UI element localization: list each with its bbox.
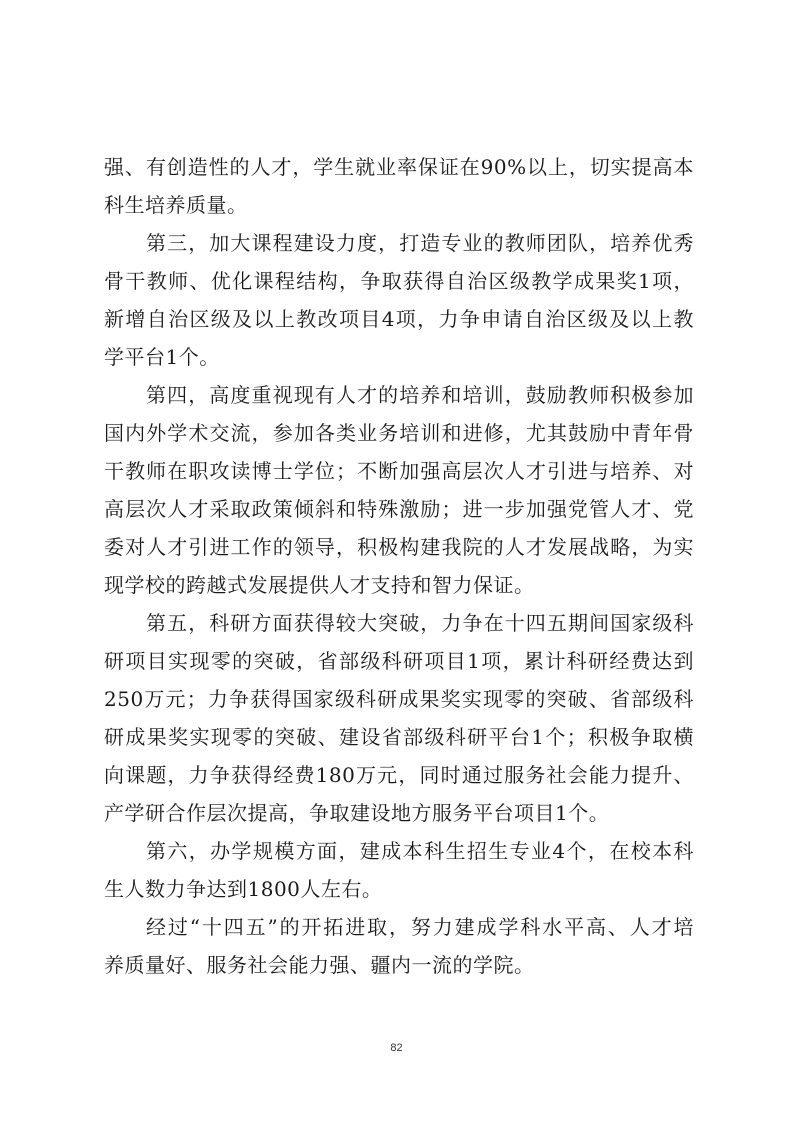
paragraph-sixth	[104, 832, 694, 908]
paragraph-continuation	[104, 148, 694, 224]
text-line: 学平台1个。	[104, 345, 220, 369]
paragraph-fourth	[104, 376, 694, 604]
text-line: 新增自治区级及以上教改项目4项，力争申请自治区级及以上教	[104, 307, 694, 331]
text-line: 向课题，力争获得经费180万元，同时通过服务社会能力提升、	[104, 763, 694, 787]
text-line: 骨干教师、优化课程结构，争取获得自治区级教学成果奖1项，	[104, 269, 694, 293]
text-line: 国内外学术交流，参加各类业务培训和进修，尤其鼓励中青年骨	[104, 421, 694, 445]
body-text	[104, 148, 694, 984]
text-line: 第六，办学规模方面，建成本科生招生专业4个，在校本科	[146, 839, 694, 863]
paragraph-fifth	[104, 604, 694, 832]
text-line: 干教师在职攻读博士学位；不断加强高层次人才引进与培养、对	[104, 459, 694, 483]
text-line: 高层次人才采取政策倾斜和特殊激励；进一步加强党管人才、党	[104, 497, 694, 521]
text-line: 委对人才引进工作的领导，积极构建我院的人才发展战略，为实	[104, 535, 694, 559]
paragraph-third	[104, 224, 694, 376]
text-line: 研项目实现零的突破，省部级科研项目1项，累计科研经费达到	[104, 649, 694, 673]
text-line: 产学研合作层次提高，争取建设地方服务平台项目1个。	[104, 801, 610, 825]
text-line: 强、有创造性的人才，学生就业率保证在90%以上，切实提高本	[104, 155, 694, 179]
text-line: 第五，科研方面获得较大突破，力争在十四五期间国家级科	[146, 611, 694, 635]
text-line: 现学校的跨越式发展提供人才支持和智力保证。	[104, 573, 535, 597]
text-line: 经过“十四五”的开拓进取，努力建成学科水平高、人才培	[146, 915, 694, 939]
text-line: 250万元；力争获得国家级科研成果奖实现零的突破、省部级科	[104, 687, 694, 711]
text-line: 养质量好、服务社会能力强、疆内一流的学院。	[104, 953, 535, 977]
page-number: 82	[390, 1042, 403, 1054]
text-line: 第四，高度重视现有人才的培养和培训，鼓励教师积极参加	[146, 383, 694, 407]
paragraph-conclusion	[104, 908, 694, 984]
text-line: 科生培养质量。	[104, 193, 248, 217]
text-line: 研成果奖实现零的突破、建设省部级科研平台1个；积极争取横	[104, 725, 694, 749]
text-line: 生人数力争达到1800人左右。	[104, 877, 383, 901]
text-line: 第三，加大课程建设力度，打造专业的教师团队，培养优秀	[146, 231, 694, 255]
